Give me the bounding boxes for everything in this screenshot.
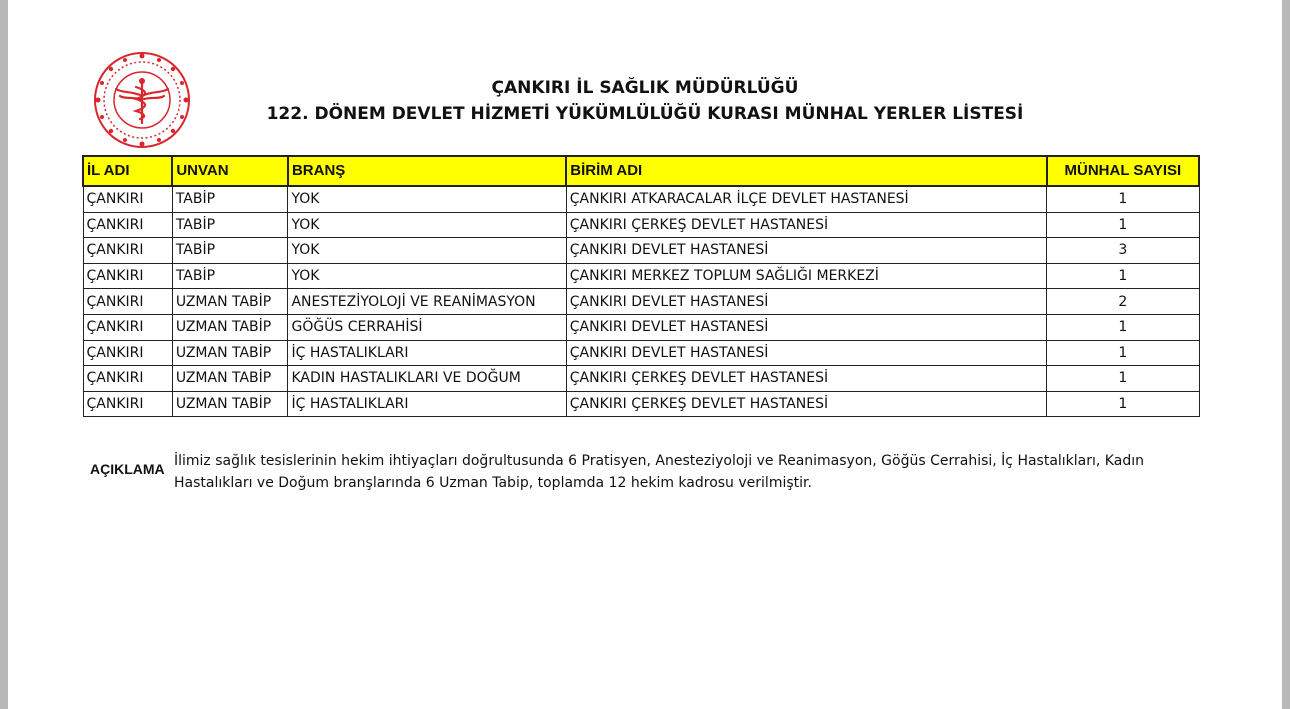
cell-branch: YOK: [288, 212, 566, 238]
table-row: [83, 340, 1199, 366]
column-header-branch: BRANŞ: [288, 156, 566, 186]
cell-unit: ÇANKIRI DEVLET HASTANESİ: [566, 314, 1046, 340]
column-header-unit: BİRİM ADI: [566, 156, 1046, 186]
cell-branch: KADIN HASTALIKLARI VE DOĞUM: [288, 366, 566, 392]
cell-vacancy-count: 1: [1047, 366, 1199, 392]
cell-province: ÇANKIRI: [83, 289, 172, 315]
cell-vacancy-count: 1: [1047, 391, 1199, 417]
cell-province: ÇANKIRI: [83, 186, 172, 212]
table-row: [83, 366, 1199, 392]
document-page: [8, 0, 1282, 709]
cell-vacancy-count: 1: [1047, 212, 1199, 238]
column-header-vacancy-count: MÜNHAL SAYISI: [1047, 156, 1199, 186]
cell-unit: ÇANKIRI DEVLET HASTANESİ: [566, 340, 1046, 366]
cell-unit: ÇANKIRI ÇERKEŞ DEVLET HASTANESİ: [566, 212, 1046, 238]
cell-unit: ÇANKIRI ÇERKEŞ DEVLET HASTANESİ: [566, 366, 1046, 392]
table-row: [83, 186, 1199, 212]
note-label: AÇIKLAMA: [90, 461, 165, 477]
cell-branch: ANESTEZİYOLOJİ VE REANİMASYON: [288, 289, 566, 315]
table-header-row: [83, 156, 1199, 186]
table-row: [83, 263, 1199, 289]
cell-province: ÇANKIRI: [83, 212, 172, 238]
cell-province: ÇANKIRI: [83, 340, 172, 366]
cell-branch: İÇ HASTALIKLARI: [288, 340, 566, 366]
cell-title: TABİP: [172, 212, 288, 238]
cell-branch: GÖĞÜS CERRAHİSİ: [288, 314, 566, 340]
cell-branch: YOK: [288, 186, 566, 212]
document-subtitle: 122. DÖNEM DEVLET HİZMETİ YÜKÜMLÜLÜĞÜ KURASI MÜNHAL YERLER LİSTESİ: [266, 104, 1024, 124]
cell-title: TABİP: [172, 186, 288, 212]
table-row: [83, 212, 1199, 238]
cell-title: UZMAN TABİP: [172, 391, 288, 417]
column-header-province: İL ADI: [83, 156, 172, 186]
table-row: [83, 238, 1199, 264]
vacancy-table: [82, 155, 1200, 417]
table-row: [83, 289, 1199, 315]
cell-province: ÇANKIRI: [83, 314, 172, 340]
cell-branch: YOK: [288, 238, 566, 264]
cell-title: UZMAN TABİP: [172, 340, 288, 366]
table-row: [83, 391, 1199, 417]
cell-unit: ÇANKIRI MERKEZ TOPLUM SAĞLIĞI MERKEZİ: [566, 263, 1046, 289]
cell-vacancy-count: 2: [1047, 289, 1199, 315]
cell-title: UZMAN TABİP: [172, 366, 288, 392]
table-row: [83, 314, 1199, 340]
cell-province: ÇANKIRI: [83, 366, 172, 392]
cell-province: ÇANKIRI: [83, 391, 172, 417]
cell-branch: İÇ HASTALIKLARI: [288, 391, 566, 417]
cell-vacancy-count: 1: [1047, 314, 1199, 340]
cell-unit: ÇANKIRI ATKARACALAR İLÇE DEVLET HASTANESİ: [566, 186, 1046, 212]
note-text: İlimiz sağlık tesislerinin hekim ihtiyaçları doğrultusunda 6 Pratisyen, Anesteziyoloji ve Reanimasyon, Göğüs Cerrahisi, İç Hastalıkları, Kadın Hastalıkları ve Doğum branşlarında 6 Uzman Tabip, toplamda 12 hekim kadrosu verilmiştir.: [174, 453, 1144, 491]
cell-province: ÇANKIRI: [83, 238, 172, 264]
cell-unit: ÇANKIRI DEVLET HASTANESİ: [566, 238, 1046, 264]
ministry-of-health-seal-icon: [90, 51, 200, 151]
cell-vacancy-count: 1: [1047, 340, 1199, 366]
document-title: ÇANKIRI İL SAĞLIK MÜDÜRLÜĞÜ: [491, 78, 799, 98]
cell-title: UZMAN TABİP: [172, 314, 288, 340]
cell-title: UZMAN TABİP: [172, 289, 288, 315]
cell-branch: YOK: [288, 263, 566, 289]
column-header-title: UNVAN: [172, 156, 288, 186]
cell-province: ÇANKIRI: [83, 263, 172, 289]
cell-unit: ÇANKIRI ÇERKEŞ DEVLET HASTANESİ: [566, 391, 1046, 417]
cell-vacancy-count: 1: [1047, 263, 1199, 289]
cell-title: TABİP: [172, 263, 288, 289]
cell-unit: ÇANKIRI DEVLET HASTANESİ: [566, 289, 1046, 315]
cell-vacancy-count: 1: [1047, 186, 1199, 212]
cell-title: TABİP: [172, 238, 288, 264]
cell-vacancy-count: 3: [1047, 238, 1199, 264]
